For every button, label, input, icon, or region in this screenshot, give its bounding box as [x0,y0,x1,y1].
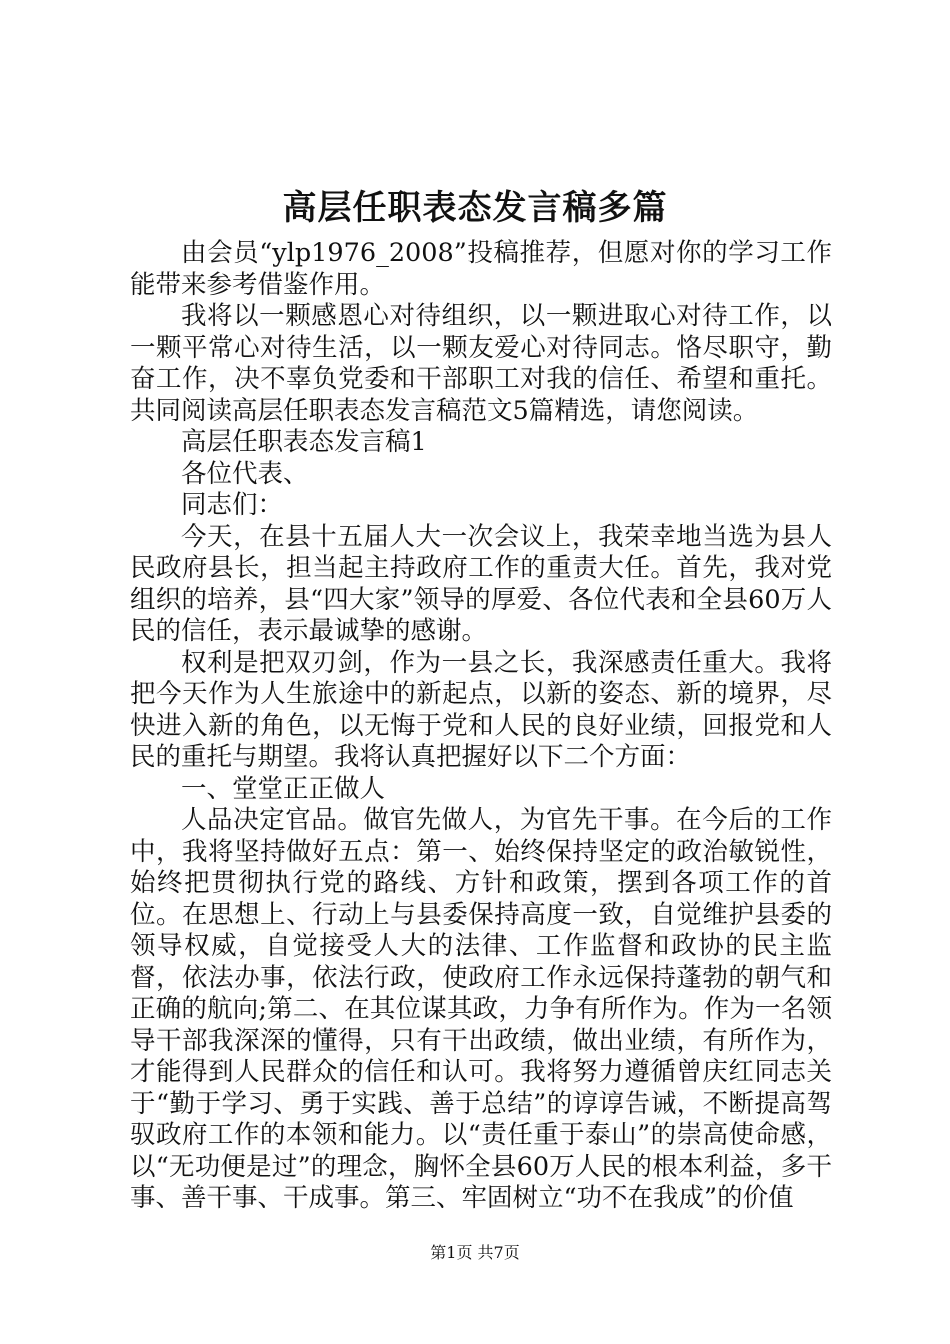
paragraph-character: 人品决定官品。做官先做人，为官先干事。在今后的工作中，我将坚持做好五点：第一、始终保持坚定的政治敏锐性，始终把贯彻执行党的路线、方针和政策，摆到各项工作的首位。在思想上、行动上与县委保持高度一致，自觉维护县委的领导权威，自觉接受人大的法律、工作监督和政协的民主监督，依法办事，依法行政，使政府工作永远保持蓬勃的朝气和正确的航向;第二、在其位谋其政，力争有所作为。作为一名领导干部我深深的懂得，只有干出政绩，做出业绩，有所作为，才能得到人民群众的信任和认可。我将努力遵循曾庆红同志关于“勤于学习、勇于实践、善于总结”的谆谆告诫，不断提高驾驭政府工作的本领和能力。以“责任重于泰山”的崇高使命感，以“无功便是过”的理念，胸怀全县60万人民的根本利益，多干事、善干事、干成事。第三、牢固树立“功不在我成”的价值 [130,805,832,1213]
paragraph-summary: 我将以一颗感恩心对待组织，以一颗进取心对待工作，以一颗平常心对待生活，以一颗友爱心对待同志。恪尽职守，勤奋工作，决不辜负党委和干部职工对我的信任、希望和重托。共同阅读高层任职表态发言稿范文5篇精选，请您阅读。 [130,301,832,426]
document-body [130,238,832,1215]
paragraph-responsibility: 权利是把双刃剑，作为一县之长，我深感责任重大。我将把今天作为人生旅途中的新起点，以新的姿态、新的境界，尽快进入新的角色，以无悔于党和人民的良好业绩，回报党和人民的重托与期望。我将认真把握好以下二个方面： [130,647,832,772]
section-heading-conduct: 一、堂堂正正做人 [181,773,386,804]
paragraph-thanks: 今天，在县十五届人大一次会议上，我荣幸地当选为县人民政府县长，担当起主持政府工作的重责大任。首先，我对党组织的培养，县“四大家”领导的厚爱、各位代表和全县60万人民的信任，表示最诚挚的感谢。 [130,521,832,646]
document-title: 高层任职表态发言稿多篇 [282,188,668,228]
page-footer: 第1页 共7页 [430,1243,520,1262]
paragraph-intro: 由会员“ylp1976_2008”投稿推荐，但愿对你的学习工作能带来参考借鉴作用。 [130,238,832,300]
salutation-comrades: 同志们： [181,490,284,520]
section-heading-speech-1: 高层任职表态发言稿1 [181,427,427,457]
salutation-delegates: 各位代表、 [181,458,309,489]
